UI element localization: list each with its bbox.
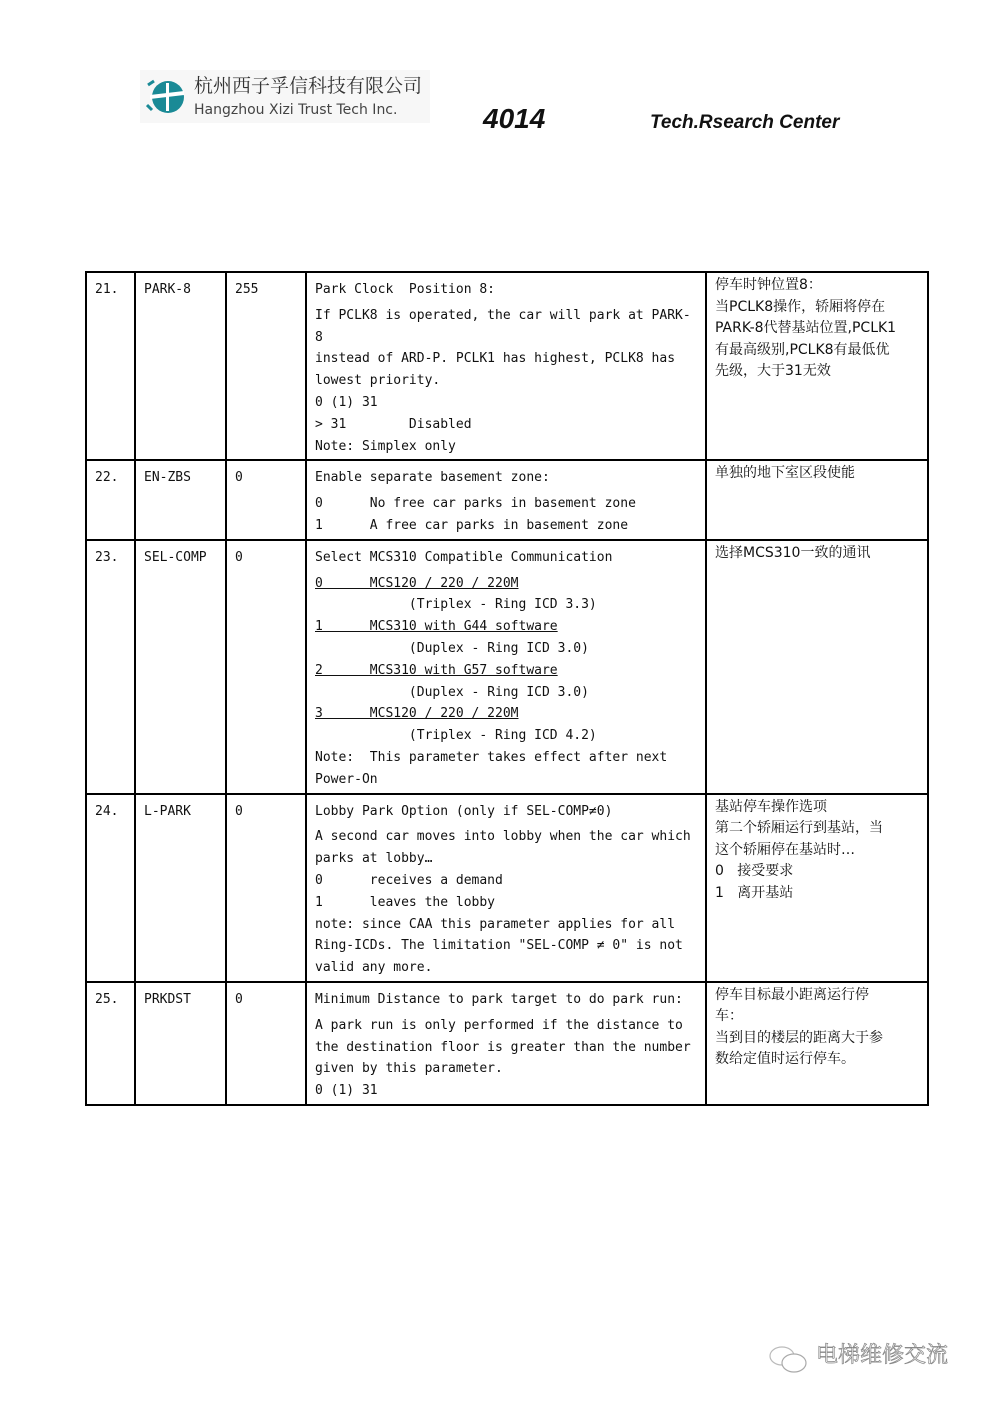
row-number: 24. <box>86 794 135 982</box>
default-value: 255 <box>226 272 306 460</box>
underlined-option: 3 MCS120 / 220 / 220M <box>315 706 519 722</box>
chinese-line: 停车时钟位置8： <box>715 277 822 293</box>
parameter-name: PARK-8 <box>135 272 226 460</box>
default-value: 0 <box>226 540 306 794</box>
description-line: Enable separate basement zone: <box>315 470 550 486</box>
company-logo <box>140 70 430 123</box>
description-line: Lobby Park Option (only if SEL-COMP≠0) <box>315 803 613 819</box>
chinese-description-cell <box>706 540 928 794</box>
description-line: A second car moves into lobby when the car which <box>315 829 691 845</box>
underlined-option: 1 MCS310 with G44 software <box>315 619 558 635</box>
table-row <box>86 460 928 539</box>
chinese-line: 1 离开基站 <box>715 884 794 901</box>
default-value: 0 <box>226 794 306 982</box>
description-line: > 31 Disabled <box>315 416 472 432</box>
description-line: (Triplex - Ring ICD 4.2) <box>315 728 597 744</box>
chinese-line: 这个轿厢停在基站时… <box>715 841 855 858</box>
description-cell <box>306 982 706 1105</box>
wechat-icon <box>768 1344 810 1374</box>
parameter-table <box>85 271 929 1106</box>
company-name-block <box>194 74 422 119</box>
description-line: parks at lobby… <box>315 851 433 867</box>
description-line: A park run is only performed if the distance to <box>315 1017 683 1033</box>
description-line: (Duplex - Ring ICD 3.0) <box>315 640 589 656</box>
description-line: 1 A free car parks in basement zone <box>315 517 629 533</box>
parameter-name: SEL-COMP <box>135 540 226 794</box>
description-line: 1 leaves the lobby <box>315 894 496 910</box>
description-line: Ring-ICDs. The limitation "SEL-COMP ≠ 0" is not <box>315 938 683 954</box>
table-row <box>86 540 928 794</box>
description-line: 0 (1) 31 <box>315 394 378 410</box>
description-line <box>315 616 697 638</box>
description-cell <box>306 460 706 539</box>
description-cell <box>306 540 706 794</box>
chinese-line: 当到目的楼层的距离大于参 <box>715 1029 883 1046</box>
chinese-description-cell <box>706 982 928 1105</box>
description-line: Minimum Distance to park target to do park run: <box>315 991 683 1007</box>
chinese-description-cell <box>706 794 928 982</box>
chinese-line: 第二个轿厢运行到基站，当 <box>715 820 883 837</box>
chinese-line: 单独的地下室区段使能 <box>715 465 855 482</box>
description-line: 0 (1) 31 <box>315 1083 378 1099</box>
table-row <box>86 794 928 982</box>
chinese-line: 选择MCS310一致的通讯 <box>715 544 871 561</box>
row-number: 23. <box>86 540 135 794</box>
chinese-line: 车： <box>715 1008 743 1025</box>
description-line: valid any more. <box>315 960 433 976</box>
description-line: (Triplex - Ring ICD 3.3) <box>315 597 597 613</box>
department-title: Tech.Rsearch Center <box>650 112 840 133</box>
chinese-line: 停车目标最小距离运行停 <box>715 986 869 1003</box>
description-line <box>315 573 697 595</box>
description-line: (Duplex - Ring ICD 3.0) <box>315 684 589 700</box>
logo-mark-icon <box>146 77 186 117</box>
underlined-option: 0 MCS120 / 220 / 220M <box>315 575 519 591</box>
chinese-line: 有最高级别,PCLK8有最低优 <box>715 341 890 358</box>
description-line: the destination floor is greater than the number <box>315 1039 691 1055</box>
chinese-line: 当PCLK8操作，轿厢将停在 <box>715 298 886 315</box>
chinese-line: 0 接受要求 <box>715 863 794 880</box>
chinese-description-cell <box>706 460 928 539</box>
description-line: Select MCS310 Compatible Communication <box>315 549 613 565</box>
parameter-name: L-PARK <box>135 794 226 982</box>
description-line: instead of ARD-P. PCLK1 has highest, PCLK8 has <box>315 351 676 367</box>
watermark-text: 电梯维修交流 <box>816 1343 949 1368</box>
description-line: Power-On <box>315 771 378 787</box>
description-line: 0 receives a demand <box>315 872 503 888</box>
description-line: 0 No free car parks in basement zone <box>315 496 636 512</box>
default-value: 0 <box>226 460 306 539</box>
chinese-line: 数给定值时运行停车。 <box>715 1051 855 1068</box>
table-row <box>86 272 928 460</box>
row-number: 25. <box>86 982 135 1105</box>
chinese-line: 基站停车操作选项 <box>715 798 827 815</box>
description-line: given by this parameter. <box>315 1061 503 1077</box>
row-number: 22. <box>86 460 135 539</box>
description-cell <box>306 272 706 460</box>
table-row <box>86 982 928 1105</box>
parameter-table-body <box>86 272 928 1105</box>
description-line: Note: Simplex only <box>315 438 456 454</box>
chinese-line: PARK-8代替基站位置,PCLK1 <box>715 320 897 336</box>
document-number: 4014 <box>483 103 546 134</box>
company-name-cn: 杭州西子孚信科技有限公司 <box>194 75 423 97</box>
description-line: Park Clock Position 8: <box>315 282 496 297</box>
description-line <box>315 703 697 725</box>
chinese-line: 先级，大于31无效 <box>715 363 831 379</box>
parameter-name: EN-ZBS <box>135 460 226 539</box>
description-line: lowest priority. <box>315 373 441 389</box>
row-number: 21. <box>86 272 135 460</box>
underlined-option: 2 MCS310 with G57 software <box>315 662 558 678</box>
description-line: Note: This parameter takes effect after next <box>315 749 668 765</box>
description-line <box>315 660 697 682</box>
description-line: If PCLK8 is operated, the car will park at PARK-8 <box>315 307 691 345</box>
description-line: note: since CAA this parameter applies for all <box>315 916 676 932</box>
description-cell <box>306 794 706 982</box>
chinese-description-cell <box>706 272 928 460</box>
default-value: 0 <box>226 982 306 1105</box>
company-name-en: Hangzhou Xizi Trust Tech Inc. <box>194 102 398 118</box>
parameter-name: PRKDST <box>135 982 226 1105</box>
